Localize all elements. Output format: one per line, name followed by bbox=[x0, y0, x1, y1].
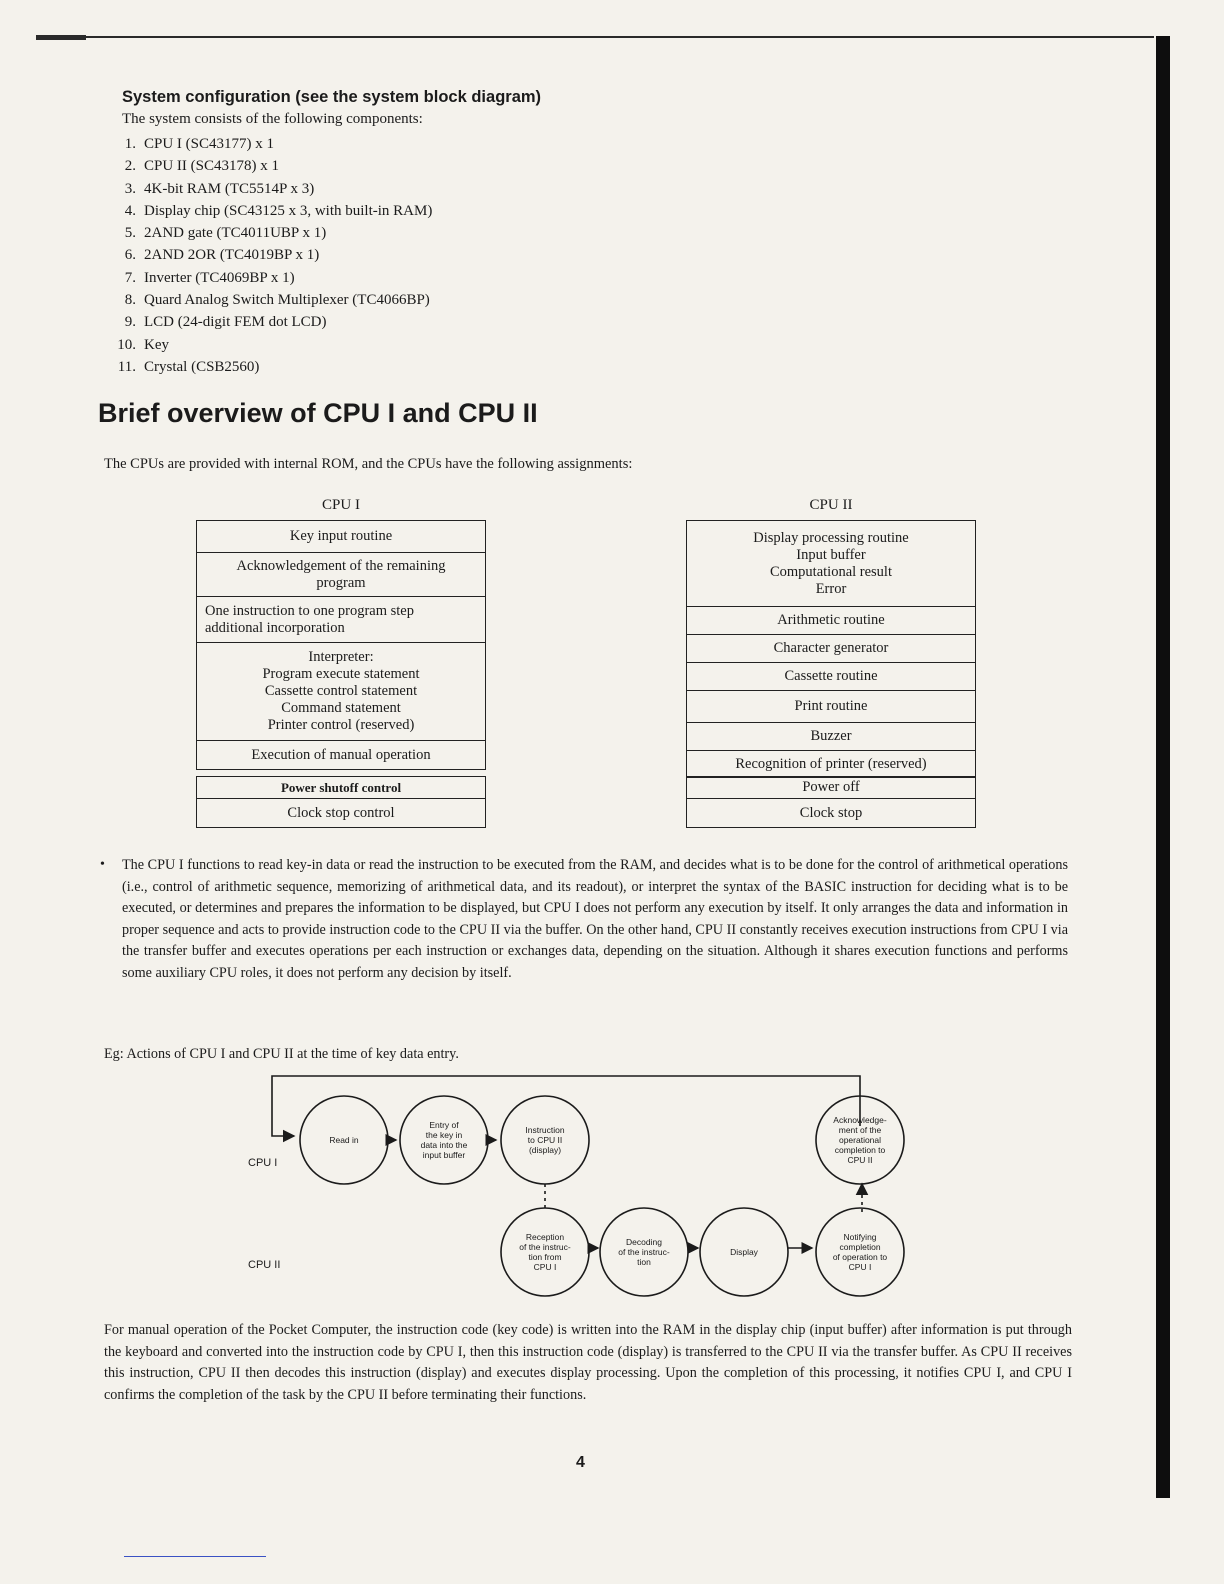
cpu2-label: CPU II bbox=[809, 497, 853, 513]
component-item bbox=[108, 155, 432, 177]
flow-node-text: of the instruc- bbox=[618, 1247, 670, 1257]
flow-node-text: completion bbox=[839, 1242, 881, 1252]
key-entry-flow-diagram bbox=[240, 1072, 940, 1322]
component-text: 2AND gate (TC4011UBP x 1) bbox=[144, 225, 327, 242]
cpu2-routine-table bbox=[686, 520, 976, 778]
component-item bbox=[108, 200, 432, 222]
flow-node-text: (display) bbox=[528, 1145, 562, 1155]
system-config-heading: System configuration (see the system block diagram) bbox=[122, 88, 542, 106]
cpu-function-paragraph: The CPU I functions to read key-in data or read the instruction to be executed from the RAM, and decides what is to be done for the control of arithmetical operations (i.e., control of arithmetic sequence, memorizing of arithmetical data, and its readout), or interpret the syntax of the BASIC instruction for deciding what is to be executed, or determines and prepares the information to be displayed, but CPU I does not perform any execution by itself. It only arranges the data and information in proper sequence and acts to provide instruction code to the CPU II via the buffer. On the other hand, CPU II constantly receives execution instructions from CPU I via the transfer buffer and executes operations per each instruction or exchanges data, depending on the situation. Although it shares execution functions and performs some auxiliary CPU roles, it does not perform any decision by itself. bbox=[122, 857, 1068, 981]
table-row: Acknowledgement of the remaining program bbox=[196, 552, 486, 596]
flow-node-text: ment of the bbox=[838, 1125, 882, 1135]
table-row: Power shutoff control bbox=[196, 776, 486, 798]
bullet-mark: • bbox=[100, 857, 105, 872]
overview-heading: Brief overview of CPU I and CPU II bbox=[98, 398, 538, 428]
flow-svg bbox=[240, 1072, 940, 1322]
flow-cpu2-label: CPU II bbox=[248, 1259, 281, 1271]
page-number: 4 bbox=[576, 1454, 585, 1471]
component-text: 4K-bit RAM (TC5514P x 3) bbox=[144, 180, 315, 197]
flow-node-text: tion bbox=[637, 1257, 651, 1267]
flow-node-text: Entry of bbox=[429, 1120, 459, 1130]
table-row: One instruction to one program step additional incorporation bbox=[196, 596, 486, 642]
component-text: Inverter (TC4069BP x 1) bbox=[144, 269, 295, 286]
component-text: Display chip (SC43125 x 3, with built-in RAM) bbox=[144, 202, 433, 219]
table-row: Execution of manual operation bbox=[196, 740, 486, 770]
page-edge-bar bbox=[1156, 36, 1170, 1498]
flow-node-text: Read in bbox=[329, 1135, 359, 1145]
top-rule-accent bbox=[36, 35, 86, 40]
flow-node-text: Reception bbox=[525, 1232, 565, 1242]
flow-node-text: Decoding bbox=[626, 1237, 662, 1247]
system-config-intro: The system consists of the following components: bbox=[122, 111, 423, 127]
component-number: 3. bbox=[124, 180, 136, 197]
component-number: 9. bbox=[124, 314, 136, 331]
table-row: Clock stop bbox=[686, 798, 976, 828]
top-rule bbox=[36, 36, 1154, 38]
table-row: Print routine bbox=[686, 690, 976, 722]
flow-node-text: of operation to bbox=[832, 1252, 888, 1262]
cpu1-label: CPU I bbox=[322, 497, 360, 513]
flow-node-text: of the instruc- bbox=[519, 1242, 571, 1252]
table-row: Buzzer bbox=[686, 722, 976, 750]
flow-node-text: completion to bbox=[834, 1145, 886, 1155]
table-row: Key input routine bbox=[196, 520, 486, 552]
flow-node-text: Instruction bbox=[525, 1125, 565, 1135]
flow-node-text: Acknowledge- bbox=[833, 1115, 887, 1125]
component-text: LCD (24-digit FEM dot LCD) bbox=[144, 314, 327, 331]
component-item bbox=[108, 133, 432, 155]
flow-node-text: Notifying bbox=[843, 1232, 877, 1242]
component-text: Crystal (CSB2560) bbox=[144, 358, 260, 375]
component-number: 2. bbox=[124, 158, 136, 175]
component-text: CPU II (SC43178) x 1 bbox=[144, 158, 280, 175]
component-text: Quard Analog Switch Multiplexer (TC4066BP) bbox=[144, 292, 430, 309]
flow-node-text: CPU I bbox=[533, 1262, 557, 1272]
table-row: Recognition of printer (reserved) bbox=[686, 750, 976, 778]
feedback-loop-arrow bbox=[272, 1076, 860, 1136]
cpu2-control-table bbox=[686, 776, 976, 828]
flow-node-text: the key in bbox=[425, 1130, 463, 1140]
component-item bbox=[108, 289, 432, 311]
component-item bbox=[108, 222, 432, 244]
bottom-rule bbox=[124, 1556, 266, 1557]
cpu1-routine-table bbox=[196, 520, 486, 770]
flow-node-text: CPU II bbox=[847, 1155, 873, 1165]
component-number: 4. bbox=[124, 202, 136, 219]
table-row: Display processing routine Input buffer Computational result Error bbox=[686, 520, 976, 606]
component-item bbox=[108, 244, 432, 266]
overview-intro: The CPUs are provided with internal ROM, and the CPUs have the following assignments: bbox=[104, 456, 633, 472]
flow-node-text: operational bbox=[838, 1135, 882, 1145]
component-number: 10. bbox=[117, 336, 136, 353]
flow-node-text: tion from bbox=[528, 1252, 562, 1262]
component-number: 5. bbox=[124, 225, 136, 242]
component-text: CPU I (SC43177) x 1 bbox=[144, 136, 275, 152]
cpu1-control-table bbox=[196, 776, 486, 828]
flow-node-text: data into the bbox=[420, 1140, 468, 1150]
example-caption: Eg: Actions of CPU I and CPU II at the time of key data entry. bbox=[104, 1046, 459, 1062]
component-item bbox=[108, 356, 432, 378]
component-item bbox=[108, 311, 432, 333]
flow-node-text: input buffer bbox=[422, 1150, 466, 1160]
table-row: Character generator bbox=[686, 634, 976, 662]
component-text: 2AND 2OR (TC4019BP x 1) bbox=[144, 247, 320, 264]
component-number: 7. bbox=[124, 269, 136, 286]
table-row: Power off bbox=[686, 776, 976, 798]
component-number: 1. bbox=[124, 136, 136, 152]
table-row: Cassette routine bbox=[686, 662, 976, 690]
table-row: Interpreter: Program execute statement Cassette control statement Command statement Printer control (reserved) bbox=[196, 642, 486, 740]
flow-node-text: to CPU II bbox=[527, 1135, 563, 1145]
component-number: 11. bbox=[117, 358, 136, 375]
flow-cpu1-label: CPU I bbox=[248, 1157, 278, 1169]
component-number: 8. bbox=[124, 292, 136, 309]
component-item bbox=[108, 178, 432, 200]
manual-operation-paragraph: For manual operation of the Pocket Computer, the instruction code (key code) is written into the RAM in the display chip (input buffer) after information is put through the keyboard and converted into the instruction code by CPU I, then this instruction code (display) is transferred to the CPU II via the transfer buffer. As CPU II receives this instruction, CPU II then decodes this instruction (display) and executes display processing. Upon the completion of this processing, it notifies CPU I, and CPU I confirms the completion of the task by the CPU II before terminating their functions. bbox=[104, 1322, 1072, 1403]
component-item bbox=[108, 334, 432, 356]
component-item bbox=[108, 267, 432, 289]
flow-node-text: CPU I bbox=[848, 1262, 872, 1272]
component-list bbox=[108, 133, 432, 378]
table-row: Clock stop control bbox=[196, 798, 486, 828]
table-row: Arithmetic routine bbox=[686, 606, 976, 634]
component-number: 6. bbox=[124, 247, 136, 264]
flow-node-text: Display bbox=[730, 1247, 758, 1257]
component-text: Key bbox=[144, 336, 169, 353]
